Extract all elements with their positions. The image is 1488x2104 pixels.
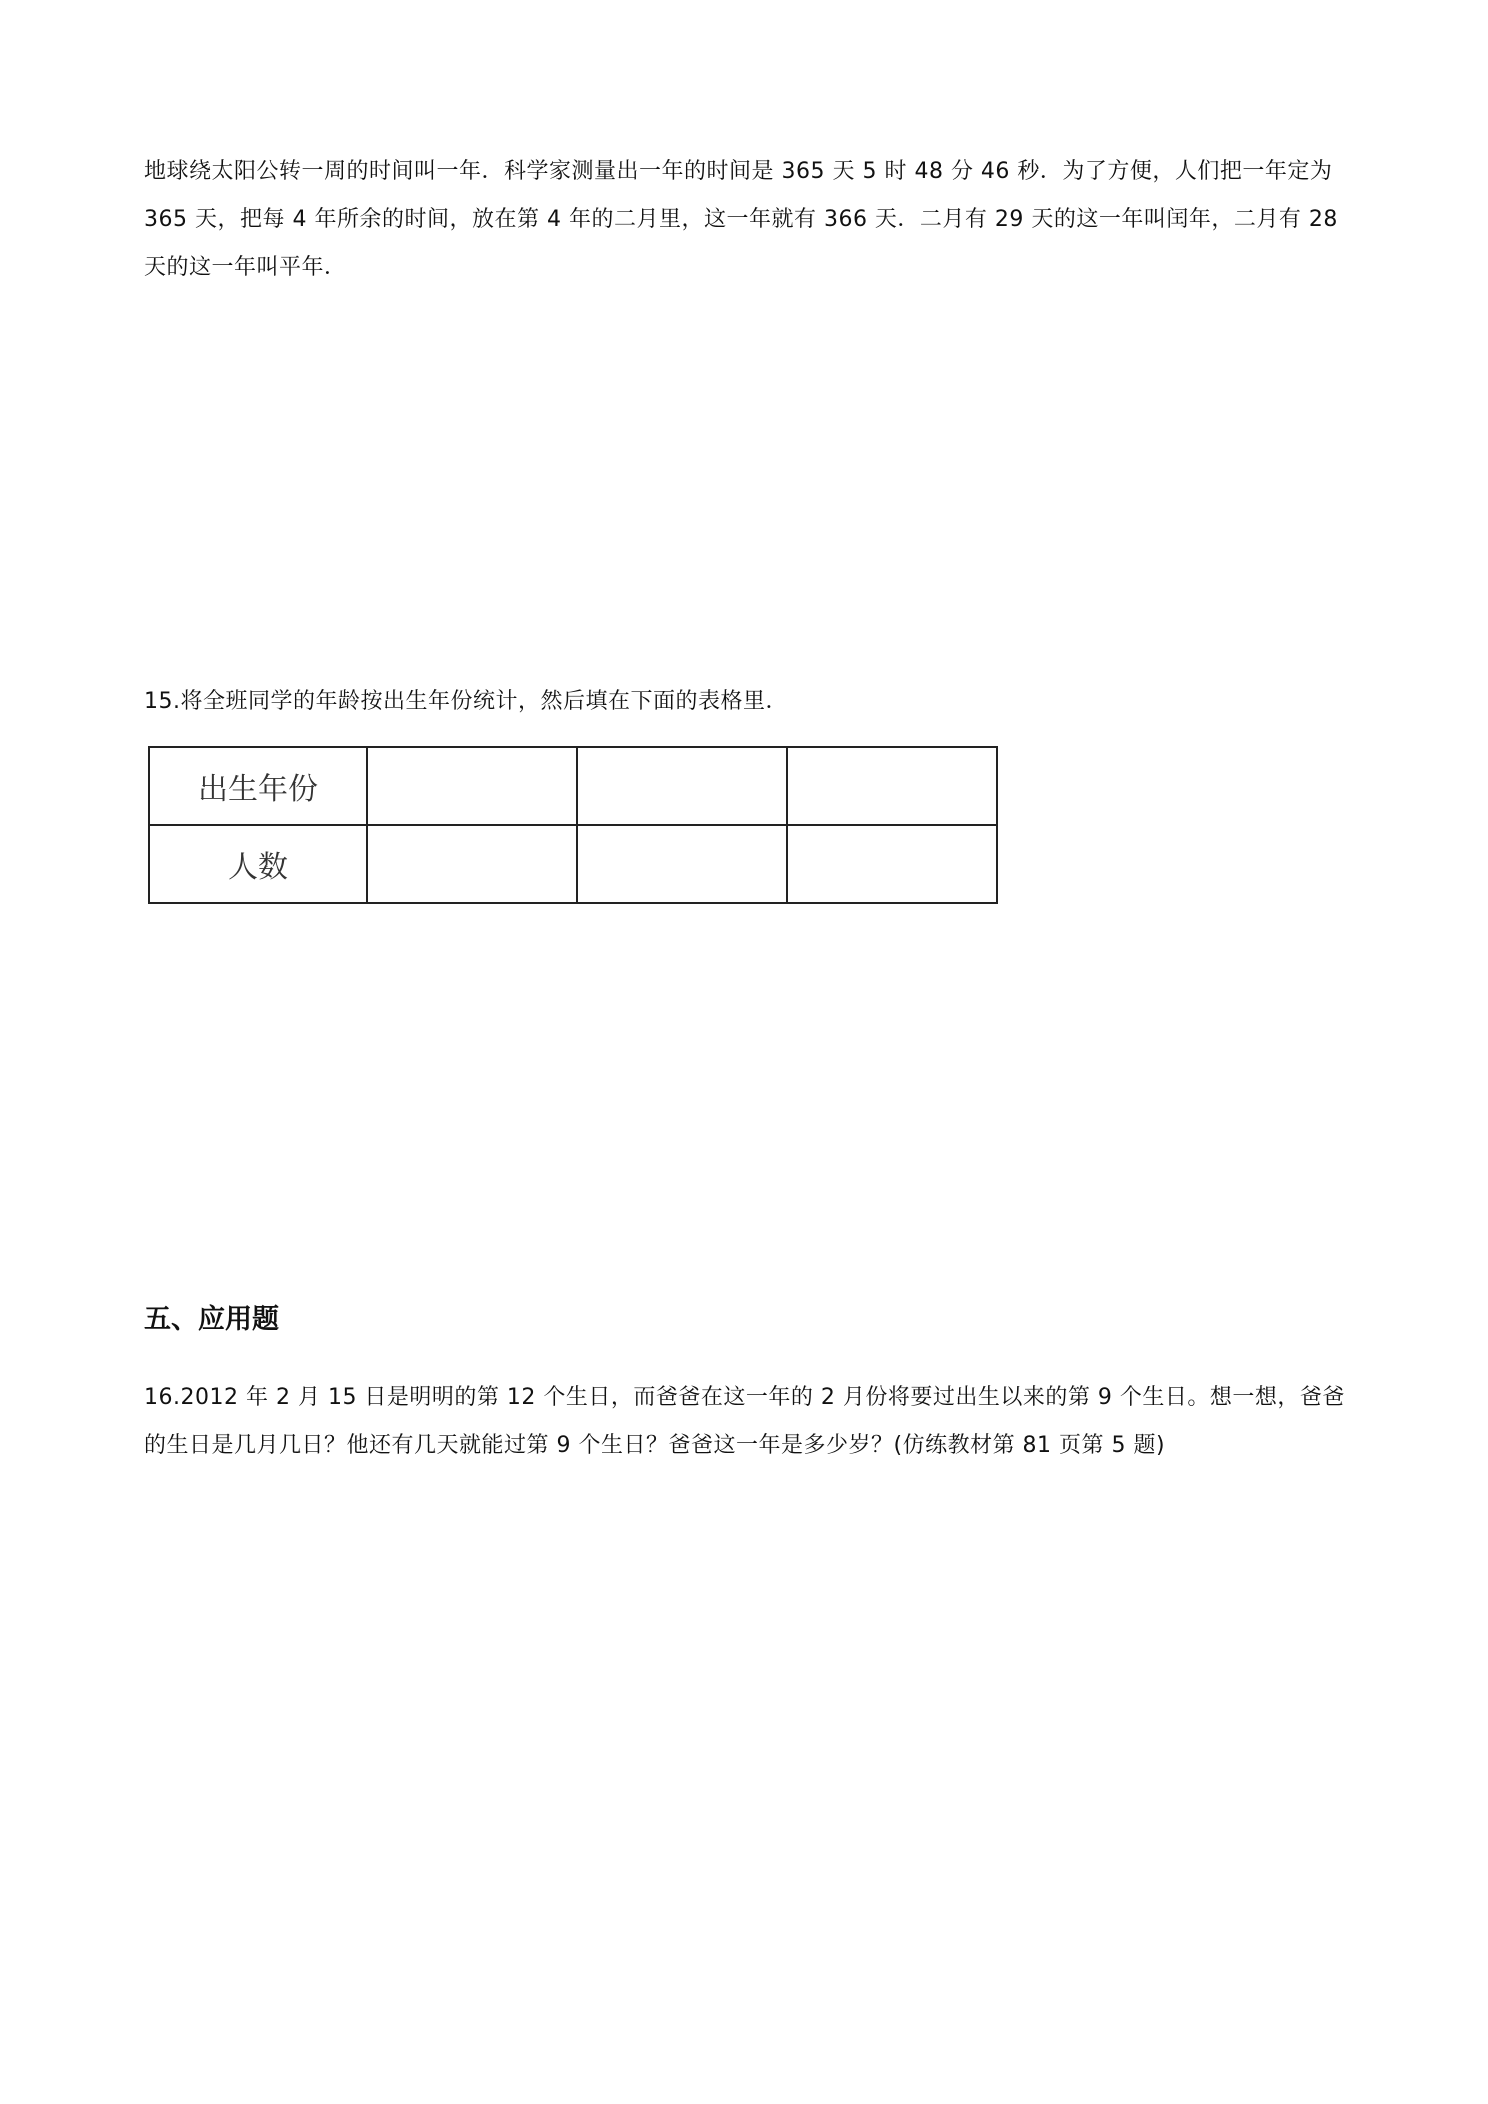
birth-year-table <box>148 746 998 904</box>
table-cell <box>787 825 997 903</box>
table-cell <box>367 747 577 825</box>
table-cell <box>367 825 577 903</box>
table-cell <box>577 825 787 903</box>
table-cell <box>577 747 787 825</box>
table-row-count <box>149 825 997 903</box>
row-label-birth-year: 出生年份 <box>149 747 367 825</box>
table-row-birth-year <box>149 747 997 825</box>
table-cell <box>787 747 997 825</box>
question-15-text: 15.将全班同学的年龄按出生年份统计，然后填在下面的表格里． <box>144 689 788 714</box>
row-label-count: 人数 <box>149 825 367 903</box>
section-heading: 五、应用题 <box>144 1304 279 1335</box>
intro-paragraph: 地球绕太阳公转一周的时间叫一年．科学家测量出一年的时间是 365 天 5 时 48 分 46 秒．为了方便，人们把一年定为 365 天，把每 4 年所余的时间，放在第 4 年的二月里，这一年就有 366 天．二月有 29 天的这一年叫闰年，二月有 28 天的这一年叫平年． <box>144 159 1338 280</box>
question-16-text: 16.2012 年 2 月 15 日是明明的第 12 个生日，而爸爸在这一年的 2 月份将要过出生以来的第 9 个生日。想一想，爸爸的生日是几月几日？他还有几天就能过第 9 个生日？爸爸这一年是多少岁？(仿练教材第 81 页第 5 题) <box>144 1385 1345 1458</box>
